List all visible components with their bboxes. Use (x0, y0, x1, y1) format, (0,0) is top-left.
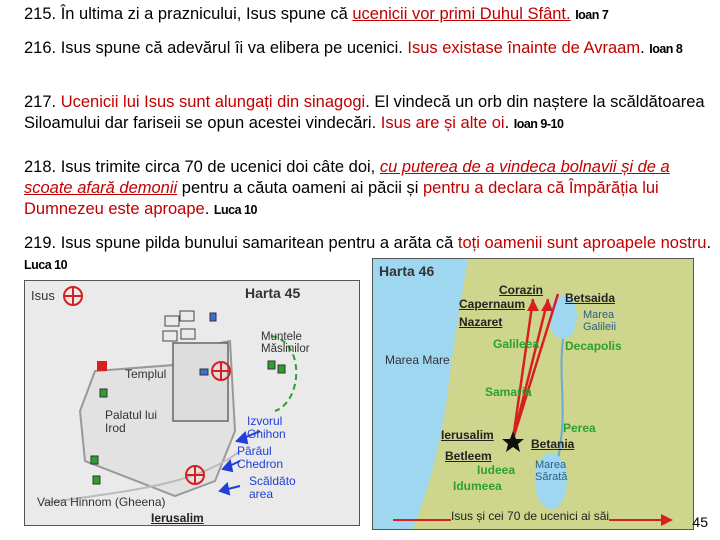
map-45-label-templul: Templul (125, 367, 167, 381)
paragraph-218 (24, 157, 714, 221)
paragraph-0-segment-0: 215. În ultima zi a praznicului, Isus spune că (24, 5, 353, 23)
map-46-label-idumeea: Idumeea (453, 479, 502, 493)
paragraph-1-segment-1: Isus existase înainte de Avraam (407, 39, 641, 57)
map-45-label-muntele: Muntele Măslinilor (261, 331, 310, 355)
map-harta-45 (24, 280, 360, 526)
paragraph-4-segment-2: . (706, 234, 712, 252)
map-45-label-izvorul: Izvorul Ghihon (247, 414, 286, 441)
page-number: 45 (692, 514, 708, 530)
paragraph-3-segment-5: Luca 10 (213, 203, 257, 217)
map-46-title: Harta 46 (379, 263, 435, 279)
paragraph-3-segment-2: pentru a căuta oameni ai păcii și (177, 179, 423, 197)
paragraph-2-segment-2: . El vindecă un orb din naștere la scăldătoarea Siloamului dar fariseii se opun acestei vindecări. (24, 93, 705, 132)
map-45-label-ierusalim: Ierusalim (151, 511, 204, 525)
map-45-label-scaldatoarea: Scăldăto area (249, 474, 296, 501)
paragraph-1-segment-0: 216. Isus spune că adevărul îi va elibera pe ucenici. (24, 39, 408, 57)
map-46-label-betania: Betania (531, 437, 575, 451)
paragraph-2-segment-0: 217. (24, 93, 61, 111)
map-46-drawing (373, 259, 693, 529)
map-46-label-marea-mare: Marea Mare (385, 353, 450, 367)
paragraph-215 (24, 4, 714, 26)
map-46-label-iudeea: Iudeea (477, 463, 516, 477)
map-harta-46 (372, 258, 694, 530)
paragraph-216 (24, 38, 714, 60)
map-46-label-betsaida: Betsaida (565, 291, 616, 305)
paragraph-1-segment-3: Ioan 8 (649, 42, 683, 56)
map-46-label-capernaum: Capernaum (459, 297, 526, 311)
paragraph-3-segment-4: . (204, 200, 214, 218)
paragraph-2-segment-5: Ioan 9-10 (513, 117, 564, 131)
map-46-label-marea-sarata: Marea Sărată (535, 459, 568, 483)
paragraph-4-segment-0: 219. Isus spune pilda bunului samaritean pentru a arăta că (24, 234, 458, 252)
paragraph-2-segment-4: . (504, 114, 514, 132)
map-46-label-perea: Perea (563, 421, 596, 435)
paragraph-217 (24, 92, 714, 135)
paragraph-2-segment-3: Isus are și alte oi (380, 114, 505, 132)
map-45-label-isus: Isus (31, 288, 55, 303)
paragraph-0-segment-1: ucenicii vor primi Duhul Sfânt. (352, 5, 571, 23)
map-46-label-samaria: Samaria (485, 385, 532, 399)
paragraph-0-segment-3: Ioan 7 (575, 8, 609, 22)
paragraph-1-segment-2: . (640, 39, 650, 57)
map-46-label-corazin: Corazin (499, 283, 544, 297)
map-45-label-paraul: Pârâul Chedron (237, 444, 284, 471)
map-45-label-valea: Valea Hinnom (Gheena) (37, 495, 166, 509)
map-46-label-betleem: Betleem (445, 449, 492, 463)
map-46-label-galileea: Galileea (493, 337, 540, 351)
map-46-label-nazaret: Nazaret (459, 315, 503, 329)
paragraph-3-segment-0: 218. Isus trimite circa 70 de ucenici doi câte doi, (24, 158, 380, 176)
paragraph-4-segment-3: Luca 10 (24, 258, 68, 272)
map-46-caption: Isus și cei 70 de ucenici ai săi (451, 509, 610, 523)
map-46-label-ierusalim: Ierusalim (441, 428, 494, 442)
map-45-label-palatul: Palatul lui Irod (105, 408, 158, 435)
map-46-label-marea-galileii: Marea Galileii (583, 309, 617, 333)
map-45-title: Harta 45 (245, 285, 301, 301)
map-46-label-decapolis: Decapolis (565, 339, 622, 353)
paragraph-4-segment-1: toți oamenii sunt aproapele nostru (457, 234, 707, 252)
paragraph-3-segment-1: cu puterea de a vindeca bolnavii și de a scoate afară demonii (24, 158, 670, 197)
paragraph-3-segment-3: pentru a declara că Împărăția lui Dumnezeu este aproape (24, 179, 659, 218)
paragraph-2-segment-1: Ucenicii lui Isus sunt alungați din sinagogi (60, 93, 366, 111)
